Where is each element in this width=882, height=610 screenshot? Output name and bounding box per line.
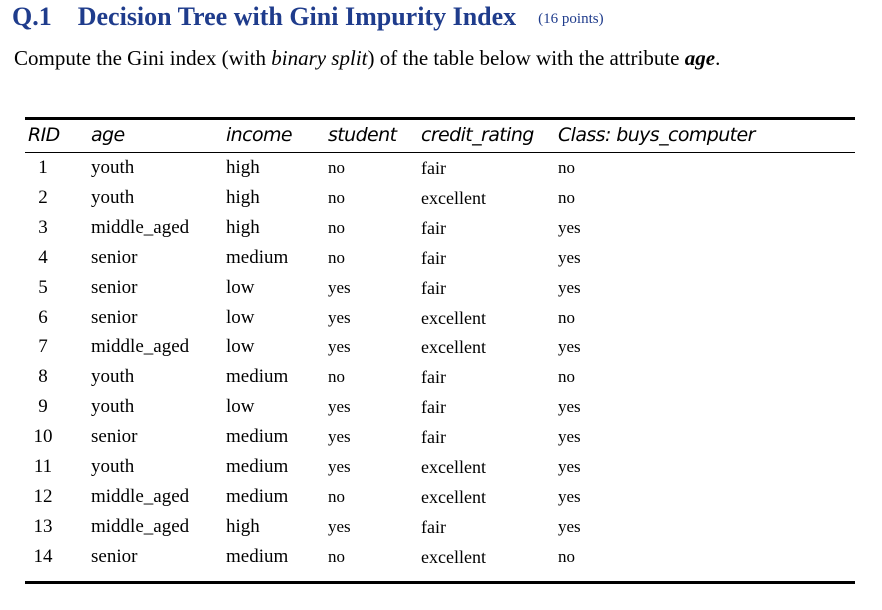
cell-class: yes [558, 457, 581, 476]
cell-student: yes [328, 277, 351, 297]
cell-age: senior [91, 545, 138, 567]
table-row [25, 332, 855, 362]
header-age: age [91, 124, 125, 146]
cell-income: medium [226, 456, 289, 477]
prompt-text-1: Compute the Gini index (with [14, 46, 272, 70]
cell-class: no [558, 367, 575, 387]
cell-income: medium [226, 545, 289, 567]
cell-credit-rating: fair [421, 397, 446, 418]
prompt-text-2: ) of the table below with the attribute [367, 46, 685, 70]
cell-credit-rating: fair [421, 516, 446, 537]
cell-credit-rating: fair [421, 367, 446, 388]
cell-student: no [328, 247, 345, 267]
cell-age: middle_aged [91, 515, 190, 537]
header-income: income [226, 124, 292, 146]
cell-class: yes [558, 486, 581, 506]
header-credit-rating: credit_rating [421, 124, 534, 146]
table-row [25, 482, 855, 512]
cell-rid: 1 [38, 157, 48, 178]
cell-class: yes [558, 516, 581, 536]
cell-credit-rating: fair [421, 217, 446, 238]
header-rid: RID [28, 124, 60, 146]
cell-class: no [558, 187, 575, 207]
cell-age: youth [91, 396, 135, 418]
table-row [25, 362, 855, 392]
question-title: Decision Tree with Gini Impurity Index [77, 2, 517, 31]
table-row [25, 452, 855, 482]
cell-credit-rating: fair [421, 247, 446, 268]
cell-student: yes [328, 397, 351, 417]
cell-income: medium [226, 366, 289, 388]
cell-income: high [226, 186, 260, 208]
cell-rid: 14 [33, 545, 53, 567]
cell-class: no [558, 307, 575, 327]
cell-student: no [328, 217, 345, 237]
cell-rid: 4 [38, 246, 48, 268]
cell-student: no [328, 546, 345, 566]
cell-student: no [328, 367, 345, 387]
prompt-text-3: . [715, 46, 721, 70]
cell-income: high [226, 515, 260, 537]
cell-student: yes [328, 516, 351, 536]
cell-rid: 5 [38, 276, 48, 298]
cell-rid: 7 [38, 336, 48, 358]
cell-class: yes [558, 337, 581, 357]
cell-credit-rating: fair [421, 277, 446, 298]
cell-age: senior [91, 426, 138, 448]
cell-rid: 2 [38, 186, 48, 208]
cell-class: yes [558, 247, 581, 267]
prompt-attribute: age [684, 46, 716, 70]
cell-rid: 11 [33, 456, 53, 477]
cell-age: senior [91, 306, 138, 328]
cell-class: no [558, 546, 575, 566]
cell-credit-rating: fair [421, 158, 446, 178]
cell-class: yes [558, 427, 581, 447]
question-prompt [14, 46, 720, 71]
prompt-emphasis: binary split [271, 46, 368, 70]
cell-student: no [328, 158, 345, 177]
cell-age: middle_aged [91, 336, 190, 358]
table-row [25, 422, 855, 452]
cell-credit-rating: excellent [421, 337, 486, 358]
cell-age: senior [91, 246, 138, 268]
cell-credit-rating: excellent [421, 546, 486, 567]
cell-class: yes [558, 217, 581, 237]
cell-income: high [226, 157, 260, 178]
cell-income: medium [226, 426, 289, 448]
cell-rid: 9 [38, 396, 48, 418]
cell-income: medium [226, 485, 289, 507]
cell-class: no [558, 158, 575, 177]
cell-age: youth [91, 456, 135, 477]
cell-student: yes [328, 427, 351, 447]
cell-credit-rating: excellent [421, 457, 486, 477]
table-bottom-rule [25, 581, 855, 584]
cell-rid: 12 [33, 485, 53, 507]
table-row [25, 303, 855, 333]
table-row [25, 392, 855, 422]
cell-income: medium [226, 246, 289, 268]
cell-age: youth [91, 366, 135, 388]
question-heading [12, 2, 604, 32]
cell-credit-rating: excellent [421, 486, 486, 507]
header-student: student [328, 124, 397, 146]
cell-student: yes [328, 337, 351, 357]
cell-student: no [328, 486, 345, 506]
cell-rid: 6 [38, 306, 48, 328]
cell-rid: 13 [33, 515, 53, 537]
table-row [25, 213, 855, 243]
cell-credit-rating: excellent [421, 307, 486, 328]
cell-class: yes [558, 277, 581, 297]
cell-student: no [328, 187, 345, 207]
cell-student: yes [328, 457, 351, 476]
cell-age: senior [91, 276, 138, 298]
table-row [25, 243, 855, 273]
cell-credit-rating: excellent [421, 187, 486, 208]
cell-income: low [226, 306, 255, 328]
cell-age: youth [91, 157, 135, 178]
cell-income: high [226, 216, 260, 238]
cell-credit-rating: fair [421, 427, 446, 448]
cell-income: low [226, 336, 255, 358]
cell-income: low [226, 396, 255, 418]
question-number: Q.1 [12, 2, 52, 31]
table-row [25, 542, 855, 572]
table-row [25, 273, 855, 303]
table-header-row [25, 120, 855, 150]
cell-age: youth [91, 186, 135, 208]
table-row [25, 153, 855, 183]
cell-age: middle_aged [91, 485, 190, 507]
cell-rid: 3 [38, 216, 48, 238]
header-class: Class: buys_computer [558, 124, 755, 146]
cell-rid: 10 [33, 426, 53, 448]
cell-class: yes [558, 397, 581, 417]
table-row [25, 512, 855, 542]
cell-age: middle_aged [91, 216, 190, 238]
table-row [25, 183, 855, 213]
cell-student: yes [328, 307, 351, 327]
question-points: (16 points) [538, 11, 604, 27]
cell-rid: 8 [38, 366, 48, 388]
cell-income: low [226, 276, 255, 298]
